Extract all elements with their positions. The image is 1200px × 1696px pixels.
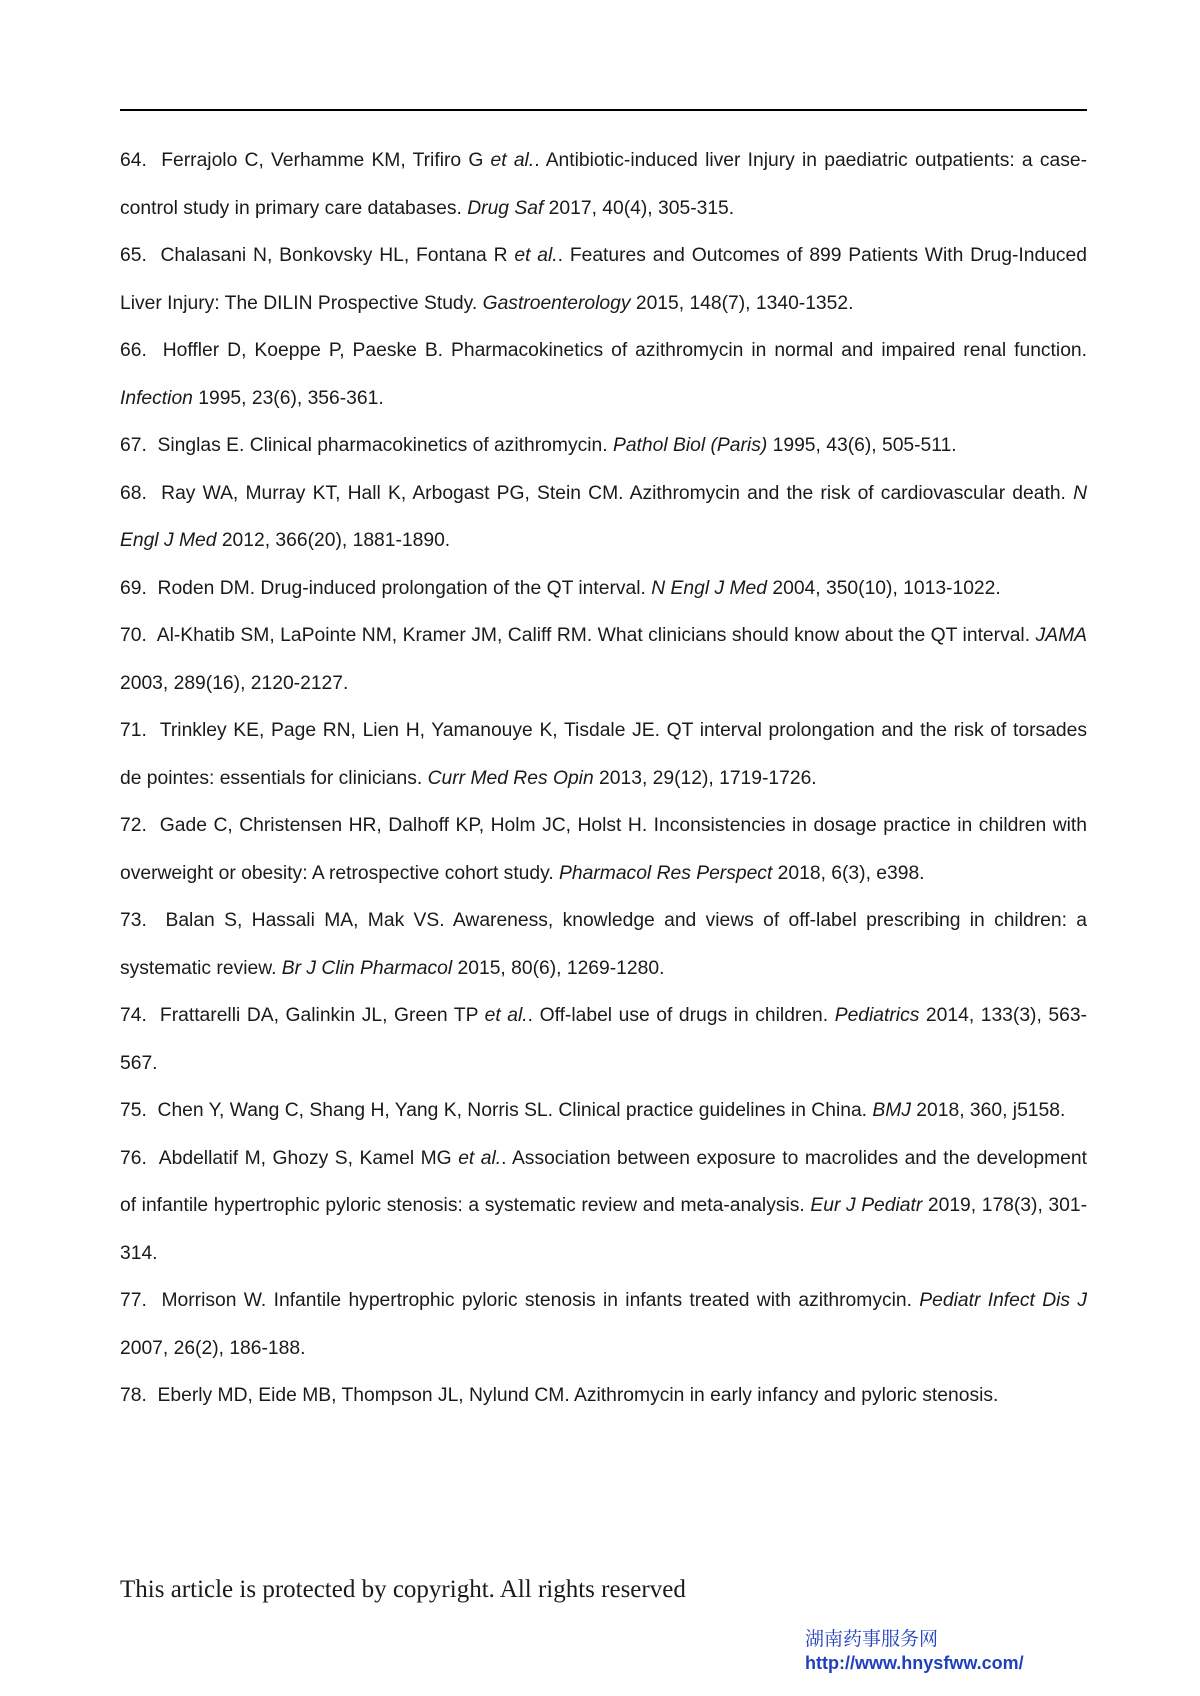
reference-text: Gade C, Christensen HR, Dalhoff KP, Holm JC, Holst H. Inconsistencies in dosage practice in children with overweight or obesity: A retrospective cohort study. [120,815,1087,884]
copyright-notice: This article is protected by copyright. All rights reserved [120,1576,686,1603]
reference-item [120,802,1087,897]
header-rule [120,109,1087,111]
reference-number: 66. [120,340,147,361]
watermark-site-name: 湖南药事服务网 [805,1628,939,1650]
reference-citation: 2004, 350(10), 1013-1022. [767,577,1001,599]
reference-number: 77. [120,1290,147,1311]
reference-number: 74. [120,1005,147,1026]
journal-name: Pathol Biol (Paris) [612,435,768,456]
reference-number: 65. [120,245,147,266]
reference-item [120,565,1087,613]
reference-item [120,422,1087,470]
reference-citation: 2012, 366(20), 1881-1890. [216,530,451,551]
reference-text: Eberly MD, Eide MB, Thompson JL, Nylund CM. Azithromycin in early infancy and pyloric stenosis. [157,1385,999,1406]
reference-number: 75. [120,1100,147,1121]
reference-text: Ray WA, Murray KT, Hall K, Arbogast PG, Stein CM. Azithromycin and the risk of cardiovascular death. [161,482,1074,504]
reference-citation: 2015, 148(7), 1340-1352. [630,292,854,314]
reference-number: 76. [120,1147,147,1169]
journal-name: N Engl J Med [120,482,1087,551]
reference-citation: 1995, 43(6), 505-511. [767,435,957,456]
reference-number: 78. [120,1385,147,1406]
journal-name: Eur J Pediatr [810,1195,923,1216]
reference-text: Hoffler D, Koeppe P, Paeske B. Pharmacokinetics of azithromycin in normal and impaired renal function. [162,340,1087,361]
journal-name: N Engl J Med [651,577,768,599]
reference-text: . Features and Outcomes of 899 Patients With Drug-Induced Liver Injury: The DILIN Prospective Study. [120,245,1088,314]
reference-italic: et al. [458,1147,502,1169]
reference-item [120,1372,1087,1420]
reference-text: Frattarelli DA, Galinkin JL, Green TP [159,1005,485,1026]
journal-name: JAMA [1035,625,1087,646]
reference-number: 67. [120,435,147,456]
reference-citation: 2017, 40(4), 305-315. [543,197,735,219]
journal-name: Pharmacol Res Perspect [559,862,773,884]
watermark-url[interactable]: http://www.hnysfww.com/ [805,1653,1024,1673]
reference-number: 71. [120,720,147,741]
reference-item [120,992,1087,1087]
reference-text: Al-Khatib SM, LaPointe NM, Kramer JM, Califf RM. What clinicians should know about the QT interval. [156,625,1036,646]
reference-citation: 2018, 6(3), e398. [772,862,925,884]
reference-item [120,897,1087,992]
journal-name: Br J Clin Pharmacol [281,957,453,979]
journal-name: Pediatr Infect Dis J [919,1290,1088,1311]
reference-text: Chalasani N, Bonkovsky HL, Fontana R [160,245,515,266]
reference-citation: 2019, 178(3), 301-314. [120,1195,1087,1264]
journal-name: Gastroenterology [482,292,631,314]
reference-citation: 2018, 360, j5158. [910,1100,1066,1121]
reference-italic: et al. [490,150,535,171]
reference-text: Morrison W. Infantile hypertrophic pyloric stenosis in infants treated with azithromycin. [161,1290,920,1311]
reference-text: . Association between exposure to macrolides and the development of infantile hypertrophic pyloric stenosis: a systematic review and meta-analysis. [120,1147,1087,1216]
reference-text: Trinkley KE, Page RN, Lien H, Yamanouye K, Tisdale JE. QT interval prolongation and the risk of torsades de pointes: essentials for clinicians. [120,720,1088,789]
reference-list [120,137,1087,1420]
reference-number: 69. [120,577,147,599]
reference-citation: 2014, 133(3), 563-567. [120,1005,1087,1074]
journal-name: Curr Med Res Opin [427,767,594,789]
reference-number: 68. [120,482,147,504]
reference-item [120,1277,1087,1372]
journal-name: Infection [120,387,193,409]
reference-item [120,612,1087,707]
reference-number: 64. [120,150,147,171]
reference-citation: 2015, 80(6), 1269-1280. [452,957,665,979]
reference-item [120,470,1087,565]
reference-number: 73. [120,910,147,931]
journal-name: Drug Saf [467,197,544,219]
reference-citation: 1995, 23(6), 356-361. [192,387,384,409]
reference-text: Singlas E. Clinical pharmacokinetics of azithromycin. [157,435,613,456]
reference-number: 72. [120,815,147,836]
reference-italic: et al. [484,1005,528,1026]
journal-name: Pediatrics [834,1005,920,1026]
reference-citation: 2007, 26(2), 186-188. [120,1337,306,1359]
reference-item [120,1135,1087,1278]
reference-text: Balan S, Hassali MA, Mak VS. Awareness, knowledge and views of off-label prescribing in children: a systematic review. [120,910,1087,979]
reference-text: Ferrajolo C, Verhamme KM, Trifiro G [161,150,491,171]
reference-text: Roden DM. Drug-induced prolongation of the QT interval. [157,577,652,599]
reference-italic: et al. [514,245,558,266]
reference-text: Abdellatif M, Ghozy S, Kamel MG [158,1147,459,1169]
watermark [805,1627,1024,1675]
reference-citation: 2013, 29(12), 1719-1726. [593,767,817,789]
reference-item [120,327,1087,422]
journal-name: BMJ [872,1100,911,1121]
reference-item [120,1087,1087,1135]
reference-text: . Off-label use of drugs in children. [527,1005,835,1026]
reference-item [120,232,1087,327]
reference-number: 70. [120,625,147,646]
reference-text: . Antibiotic-induced liver Injury in paediatric outpatients: a case-control study in primary care databases. [120,150,1088,219]
reference-item [120,137,1087,232]
reference-text: Chen Y, Wang C, Shang H, Yang K, Norris SL. Clinical practice guidelines in China. [157,1100,873,1121]
reference-item [120,707,1087,802]
reference-citation: 2003, 289(16), 2120-2127. [120,672,349,694]
